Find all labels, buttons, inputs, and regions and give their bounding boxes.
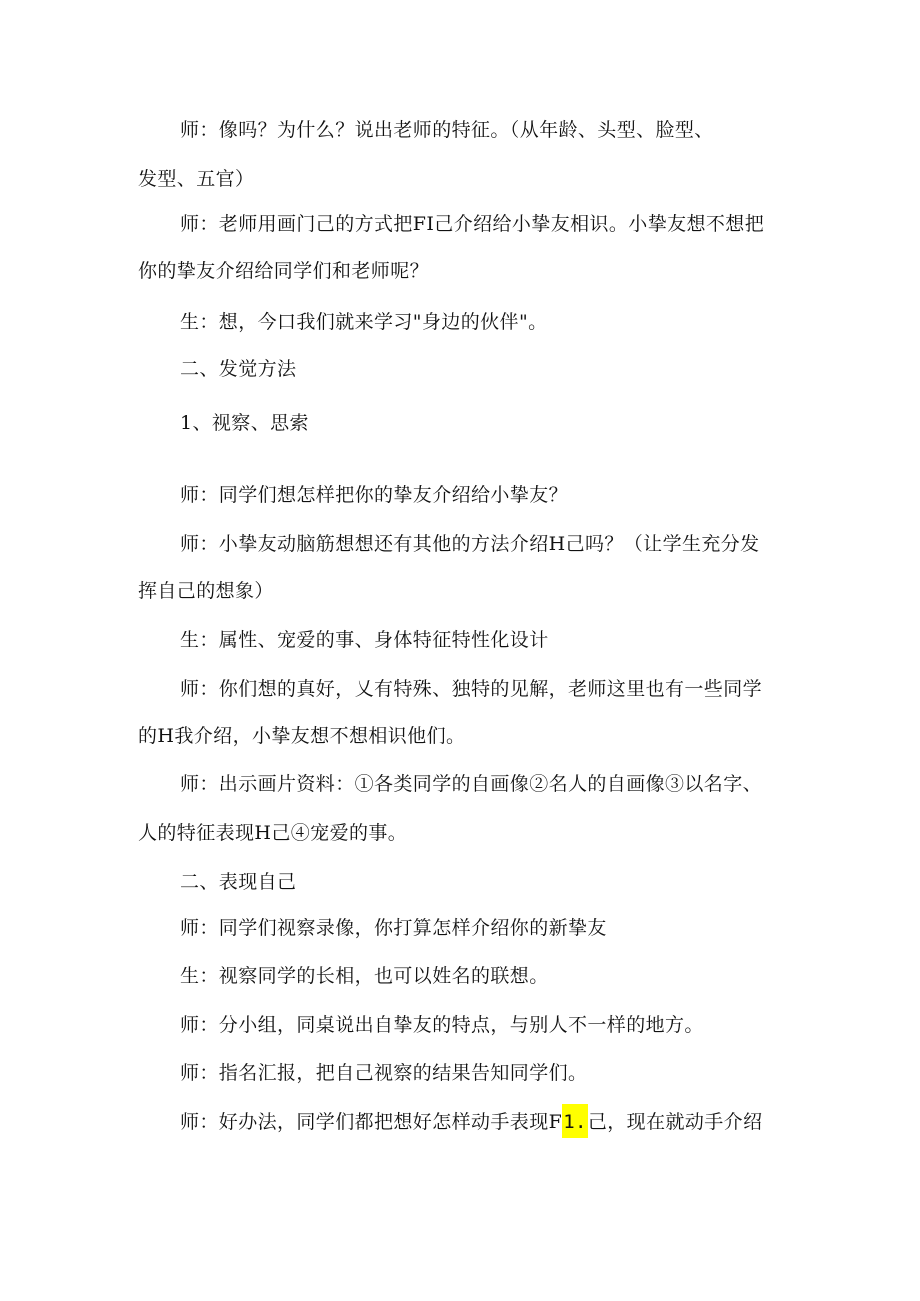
- paragraph-line: 挥自己的想象）: [138, 580, 274, 602]
- paragraph-line-last: [180, 1110, 762, 1134]
- subsection-heading: 1、视察、思索: [180, 412, 309, 434]
- paragraph-line: 师：像吗？为什么？说出老师的特征。（从年龄、头型、脸型、: [180, 119, 714, 141]
- paragraph-line: 生：想，今口我们就来学习"身边的伙伴"。: [180, 311, 548, 333]
- paragraph-line: 师：小挚友动脑筋想想还有其他的方法介绍H己吗？（让学生充分发: [180, 533, 760, 555]
- paragraph-line: 生：属性、宠爱的事、身体特征特性化设计: [180, 629, 549, 651]
- paragraph-line: 师：同学们想怎样把你的挚友介绍给小挚友？: [180, 484, 569, 506]
- paragraph-line: 发型、五官）: [138, 168, 255, 190]
- paragraph-line: 你的挚友介绍给同学们和老师呢？: [138, 260, 430, 282]
- paragraph-line: 师：老师用画门己的方式把FI己介绍给小挚友相识。小挚友想不想把: [180, 213, 765, 235]
- section-heading: 二、发觉方法: [180, 358, 297, 380]
- paragraph-line: 师：分小组，同桌说出自挚友的特点，与别人不一样的地方。: [180, 1014, 704, 1036]
- paragraph-line: 师：同学们视察录像，你打算怎样介绍你的新挚友: [180, 917, 607, 939]
- paragraph-line: 的H我介绍，小挚友想不想相识他们。: [138, 725, 466, 747]
- paragraph-line: 师：你们想的真好，乂有特殊、独特的见解，老师这里也有一些同学: [180, 678, 763, 700]
- paragraph-line: 人的特征表现H己④宠爱的事。: [138, 822, 408, 844]
- paragraph-line: 师：指名汇报，把自己视察的结果告知同学们。: [180, 1062, 588, 1084]
- paragraph-line: 生：视察同学的长相，也可以姓名的联想。: [180, 965, 549, 987]
- paragraph-line: 师：出示画片资料：①各类同学的自画像②名人的自画像③以名字、: [180, 773, 763, 795]
- text-after-highlight: 己，现在就动手介绍: [587, 1111, 763, 1133]
- section-heading: 二、表现自己: [180, 871, 297, 893]
- highlighted-text: 1.: [562, 1104, 588, 1138]
- text-before-highlight: 师：好办法，同学们都把想好怎样动手表现F: [180, 1111, 563, 1133]
